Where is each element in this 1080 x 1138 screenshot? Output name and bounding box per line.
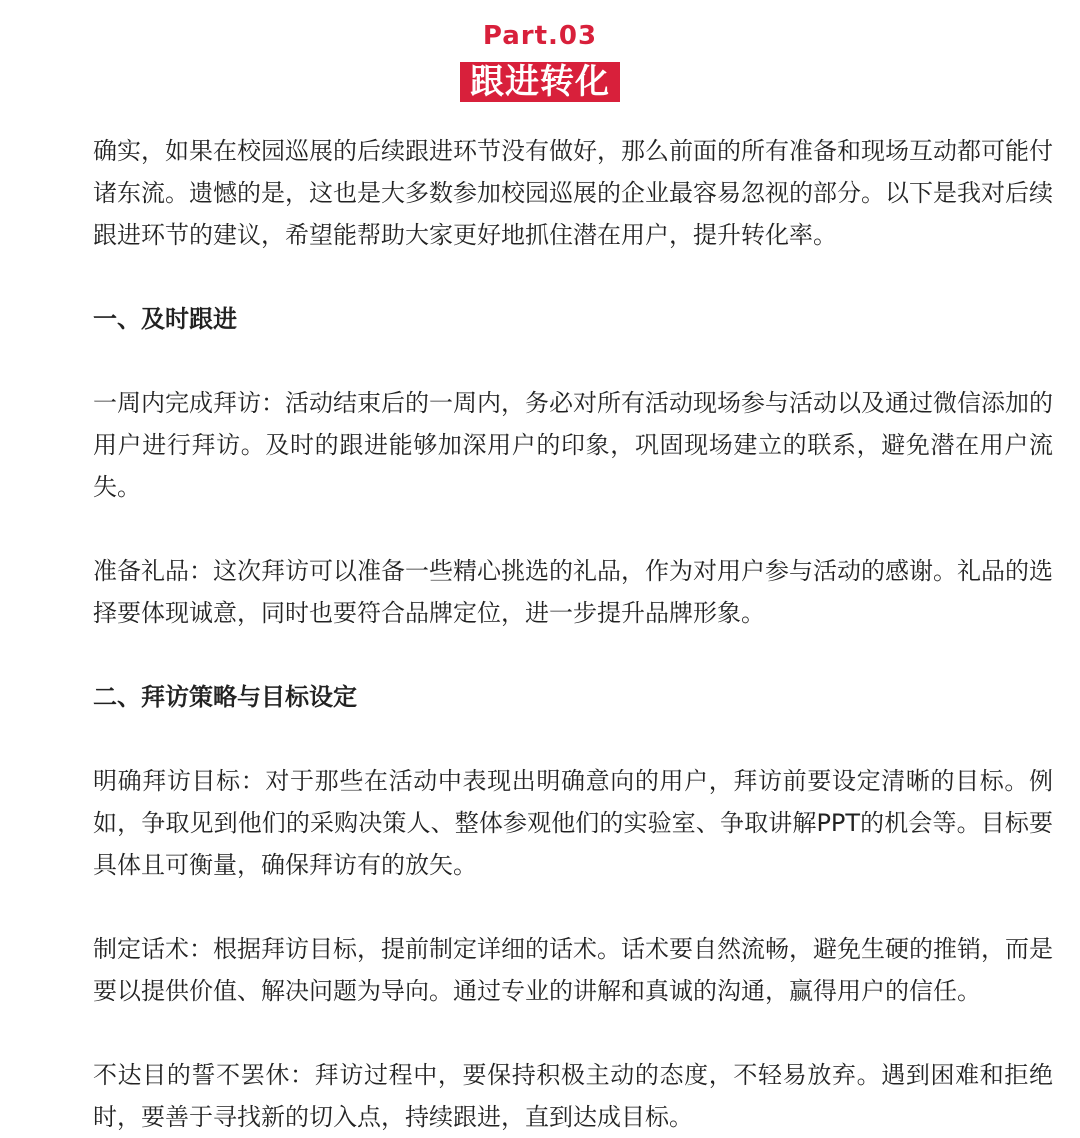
spacer: [93, 340, 1053, 382]
section-heading-visit-strategy: 二、拜访策略与目标设定: [93, 683, 357, 711]
section-title-badge: 跟进转化: [460, 62, 620, 102]
intro-paragraph: 确实，如果在校园巡展的后续跟进环节没有做好，那么前面的所有准备和现场互动都可能付诸东流。遗憾的是，这也是大多数参加校园巡展的企业最容易忽视的部分。以下是我对后续跟进环节的建议，希望能帮助大家更好地抓住潜在用户，提升转化率。: [93, 137, 1053, 249]
spacer: [93, 1012, 1053, 1054]
page-header: [0, 18, 1080, 102]
section-heading-timely-followup: 一、及时跟进: [93, 305, 237, 333]
article-body: [93, 130, 1053, 1138]
spacer: [93, 718, 1053, 760]
spacer: [93, 634, 1053, 676]
spacer: [93, 886, 1053, 928]
spacer: [93, 508, 1053, 550]
paragraph-clear-goals: 明确拜访目标：对于那些在活动中表现出明确意向的用户，拜访前要设定清晰的目标。例如，争取见到他们的采购决策人、整体参观他们的实验室、争取讲解PPT的机会等。目标要具体且可衡量，确保拜访有的放矢。: [93, 767, 1053, 879]
part-label: Part.03: [482, 21, 598, 51]
paragraph-persistence: 不达目的誓不罢休：拜访过程中，要保持积极主动的态度，不轻易放弃。遇到困难和拒绝时，要善于寻找新的切入点，持续跟进，直到达成目标。: [93, 1061, 1053, 1131]
paragraph-talking-points: 制定话术：根据拜访目标，提前制定详细的话术。话术要自然流畅，避免生硬的推销，而是要以提供价值、解决问题为导向。通过专业的讲解和真诚的沟通，赢得用户的信任。: [93, 935, 1053, 1005]
spacer: [93, 256, 1053, 298]
paragraph-prepare-gifts: 准备礼品：这次拜访可以准备一些精心挑选的礼品，作为对用户参与活动的感谢。礼品的选择要体现诚意，同时也要符合品牌定位，进一步提升品牌形象。: [93, 557, 1053, 627]
paragraph-visit-within-week: 一周内完成拜访：活动结束后的一周内，务必对所有活动现场参与活动以及通过微信添加的用户进行拜访。及时的跟进能够加深用户的印象，巩固现场建立的联系，避免潜在用户流失。: [93, 389, 1053, 501]
